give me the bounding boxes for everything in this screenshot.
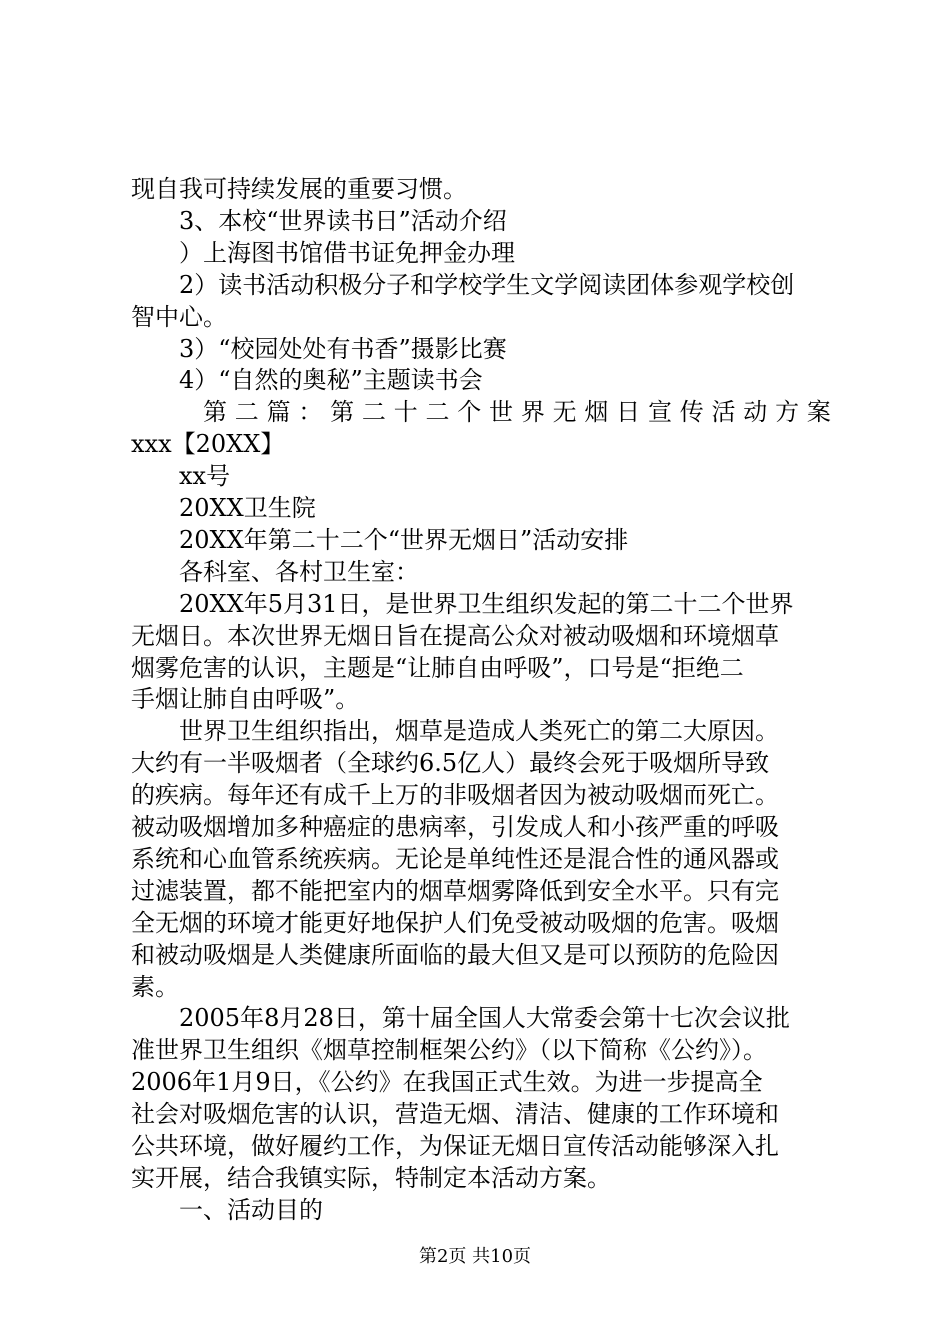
text-line: 现自我可持续发展的重要习惯。	[131, 175, 467, 203]
text-line: ）上海图书馆借书证免押金办理	[131, 238, 515, 267]
text-line: 实开展，结合我镇实际，特制定本活动方案。	[131, 1163, 611, 1192]
text-line: 20XX卫生院	[131, 494, 316, 522]
text-line: 世界卫生组织指出，烟草是造成人类死亡的第二大原因。	[131, 717, 779, 746]
text-line: 20XX年5月31日，是世界卫生组织发起的第二十二个世界	[131, 589, 794, 618]
text-line: 烟雾危害的认识，主题是“让肺自由呼吸”，口号是“拒绝二	[131, 653, 744, 682]
text-line: xx号	[131, 462, 231, 491]
text-line: 2）读书活动积极分子和学校学生文学阅读团体参观学校创	[131, 270, 795, 299]
text-line: 智中心。	[131, 302, 227, 331]
text-line: 公共环境，做好履约工作，为保证无烟日宣传活动能够深入扎	[131, 1132, 779, 1160]
text-line: 大约有一半吸烟者（全球约6.5亿人）最终会死于吸烟所导致	[131, 749, 770, 778]
text-line: 社会对吸烟危害的认识，营造无烟、清洁、健康的工作环境和	[131, 1100, 779, 1129]
text-line: 系统和心血管系统疾病。无论是单纯性还是混合性的通风器或	[131, 844, 779, 873]
text-line: 3、本校“世界读书日”活动介绍	[131, 206, 507, 235]
text-line: 准世界卫生组织《烟草控制框架公约》（以下简称《公约》）。	[131, 1036, 767, 1065]
text-line: 各科室、各村卫生室：	[131, 557, 419, 586]
text-line: 20XX年第二十二个“世界无烟日”活动安排	[131, 525, 629, 554]
text-line: 和被动吸烟是人类健康所面临的最大但又是可以预防的危险因	[131, 940, 779, 969]
text-line: 过滤装置，都不能把室内的烟草烟雾降低到安全水平。只有完	[131, 876, 779, 905]
text-line: 手烟让肺自由呼吸”。	[131, 685, 360, 714]
text-line: 全无烟的环境才能更好地保护人们免受被动吸烟的危害。吸烟	[131, 908, 779, 937]
page-footer: 第2页 共10页	[418, 1246, 532, 1267]
text-line: 4）“自然的奥秘”主题读书会	[131, 366, 483, 395]
text-line: 的疾病。每年还有成千上万的非吸烟者因为被动吸烟而死亡。	[131, 781, 779, 810]
text-line: 被动吸烟增加多种癌症的患病率，引发成人和小孩严重的呼吸	[131, 813, 779, 841]
text-line: 无烟日。本次世界无烟日旨在提高公众对被动吸烟和环境烟草	[131, 621, 779, 650]
text-line: 3）“校园处处有书香”摄影比赛	[131, 334, 507, 363]
text-line: 2006年1月9日，《公约》在我国正式生效。为进一步提高全	[131, 1068, 763, 1097]
text-line: 素。	[131, 972, 179, 1001]
text-line: 2005年8月28日，第十届全国人大常委会第十七次会议批	[131, 1004, 790, 1033]
text-line: xxx【20XX】	[131, 430, 285, 459]
text-line: 一、活动目的	[131, 1195, 323, 1224]
text-line: 第 二 篇 ： 第 二 十 二 个 世 界 无 烟 日 宣 传 活 动 方 案	[131, 398, 831, 427]
